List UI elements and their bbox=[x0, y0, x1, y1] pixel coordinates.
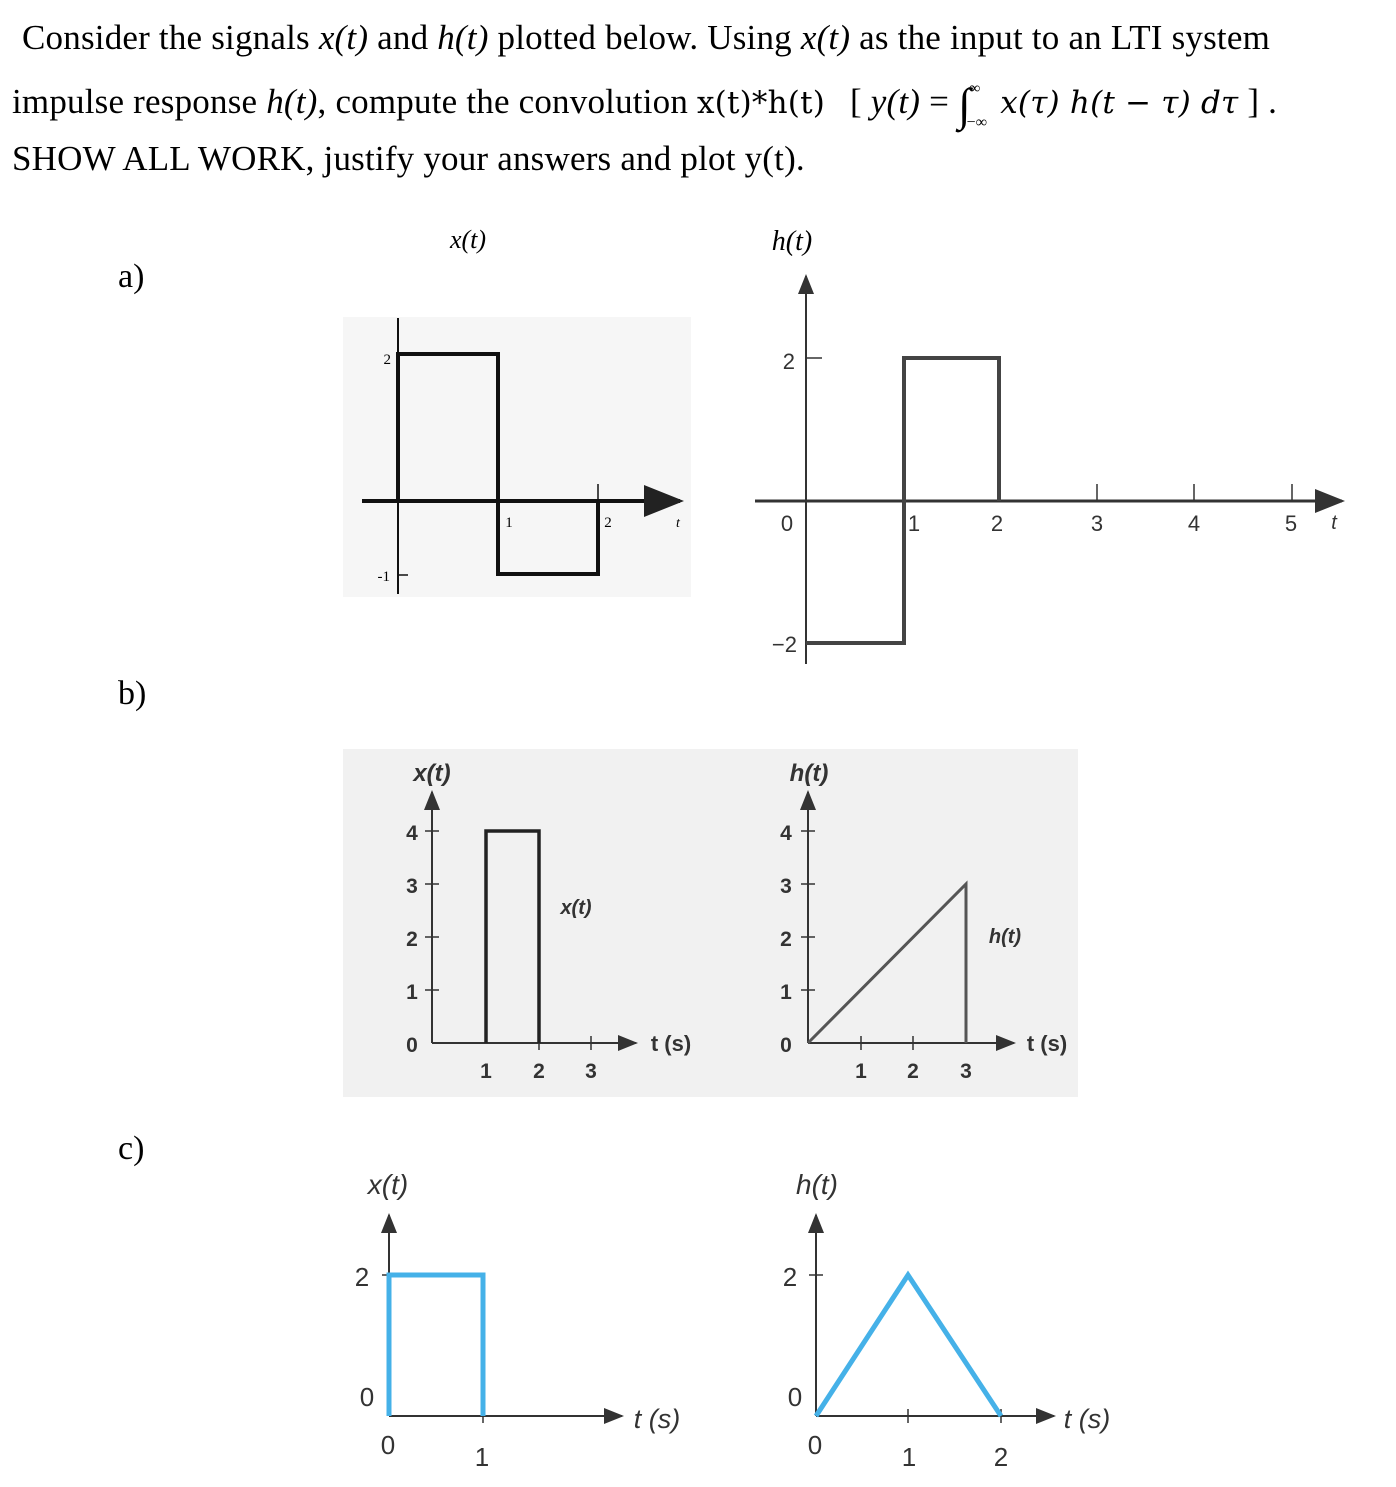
integrand: x(τ) h(t − τ) dτ bbox=[1000, 85, 1239, 121]
x-tick-label: 1 bbox=[474, 1442, 490, 1472]
plot-background bbox=[343, 317, 691, 597]
x-tick-label: 3 bbox=[1090, 511, 1104, 536]
x-of-t: x(t) bbox=[800, 18, 851, 57]
problem-line-3: SHOW ALL WORK, justify your answers and plot y(t). bbox=[12, 139, 805, 178]
y-tick-label: -1 bbox=[377, 569, 390, 585]
h-of-t: h(t) bbox=[437, 18, 489, 57]
x-tick-label: 1 bbox=[480, 1060, 492, 1083]
chart-a-h bbox=[755, 226, 1342, 664]
x-axis-label: t (s) bbox=[1063, 1404, 1111, 1434]
curve-label: h(t) bbox=[988, 926, 1022, 948]
y-tick-label: 0 bbox=[406, 1034, 418, 1057]
y-tick-label: 3 bbox=[406, 875, 418, 898]
x-tick-label: 2 bbox=[993, 1442, 1009, 1472]
upper-limit: ∞ bbox=[968, 80, 981, 97]
text-run: , compute the convolution bbox=[317, 82, 697, 121]
plot-background bbox=[343, 749, 1078, 1097]
y-tick-label: 0 bbox=[359, 1382, 375, 1412]
y-tick-label: 2 bbox=[406, 928, 418, 951]
x-tick-label: 0 bbox=[807, 1430, 823, 1460]
x-tick-label: 1 bbox=[901, 1442, 917, 1472]
y-tick-label: 4 bbox=[406, 822, 418, 845]
signal-trace bbox=[816, 1275, 1001, 1416]
x-tick-label: 2 bbox=[990, 511, 1004, 536]
bracket-open: [ bbox=[849, 82, 862, 121]
part-b-label: b) bbox=[118, 675, 147, 712]
x-tick-label: 1 bbox=[855, 1060, 867, 1083]
part-c-label: c) bbox=[118, 1130, 145, 1167]
chart-a-x bbox=[343, 225, 691, 597]
x-axis-label: t bbox=[676, 516, 680, 531]
chart-title: x(t) bbox=[413, 760, 451, 787]
x-axis-label: t (s) bbox=[1026, 1031, 1068, 1056]
text-run: impulse response bbox=[12, 82, 267, 121]
x-tick-label: 0 bbox=[380, 1430, 396, 1460]
x-axis-label: t bbox=[1331, 512, 1337, 534]
part-a-label: a) bbox=[118, 258, 145, 295]
y-tick-label: 3 bbox=[780, 875, 792, 898]
y-tick-label: 2 bbox=[383, 352, 391, 368]
text-run: and bbox=[368, 18, 438, 57]
x-tick-label: 1 bbox=[505, 515, 513, 531]
x-of-t: x(t) bbox=[318, 18, 369, 57]
y-tick-label: 2 bbox=[782, 349, 795, 374]
y-tick-label: 2 bbox=[780, 928, 792, 951]
x-axis-label: t (s) bbox=[633, 1404, 681, 1434]
chart-c-h bbox=[783, 1169, 1110, 1472]
chart-title: h(t) bbox=[771, 226, 813, 257]
chart-c-x bbox=[355, 1169, 680, 1472]
convolution-expr: x(t)*h(t) bbox=[696, 85, 826, 121]
curve-label: x(t) bbox=[560, 897, 592, 919]
integral-sign: ∫ bbox=[958, 79, 971, 130]
x-tick-label: 4 bbox=[1187, 511, 1201, 536]
y-tick-label: 2 bbox=[354, 1262, 370, 1292]
chart-title: h(t) bbox=[796, 1169, 838, 1200]
chart-title: x(t) bbox=[367, 1169, 409, 1200]
h-of-t: h(t) bbox=[266, 82, 318, 121]
x-tick-label: 2 bbox=[604, 515, 612, 531]
x-axis-label: t (s) bbox=[650, 1031, 692, 1056]
y-tick-label: 1 bbox=[780, 981, 792, 1004]
x-tick-label: 3 bbox=[585, 1060, 597, 1083]
text-run: Consider the signals bbox=[22, 18, 319, 57]
text-run: as the input to an LTI system bbox=[850, 18, 1270, 57]
y-tick-label: 1 bbox=[406, 981, 418, 1004]
x-tick-label: 1 bbox=[907, 511, 921, 536]
y-tick-label: −2 bbox=[771, 632, 797, 657]
x-tick-label: 2 bbox=[907, 1060, 919, 1083]
x-tick-label: 5 bbox=[1284, 511, 1298, 536]
x-tick-label: 3 bbox=[960, 1060, 972, 1083]
equals-sign: = bbox=[920, 82, 959, 121]
bracket-close: ] . bbox=[1247, 82, 1278, 121]
y-tick-label: 0 bbox=[787, 1382, 803, 1412]
y-tick-label: 2 bbox=[782, 1262, 798, 1292]
y-tick-label: 4 bbox=[780, 822, 792, 845]
chart-title: x(t) bbox=[449, 225, 487, 254]
x-tick-label: 0 bbox=[780, 511, 794, 536]
text-run: plotted below. Using bbox=[488, 18, 801, 57]
lower-limit: −∞ bbox=[966, 114, 988, 131]
y-tick-label: 0 bbox=[780, 1034, 792, 1057]
x-tick-label: 2 bbox=[533, 1060, 545, 1083]
y-of-t: y(t) bbox=[870, 82, 921, 121]
chart-title: h(t) bbox=[789, 760, 829, 787]
signal-trace bbox=[389, 1275, 483, 1416]
